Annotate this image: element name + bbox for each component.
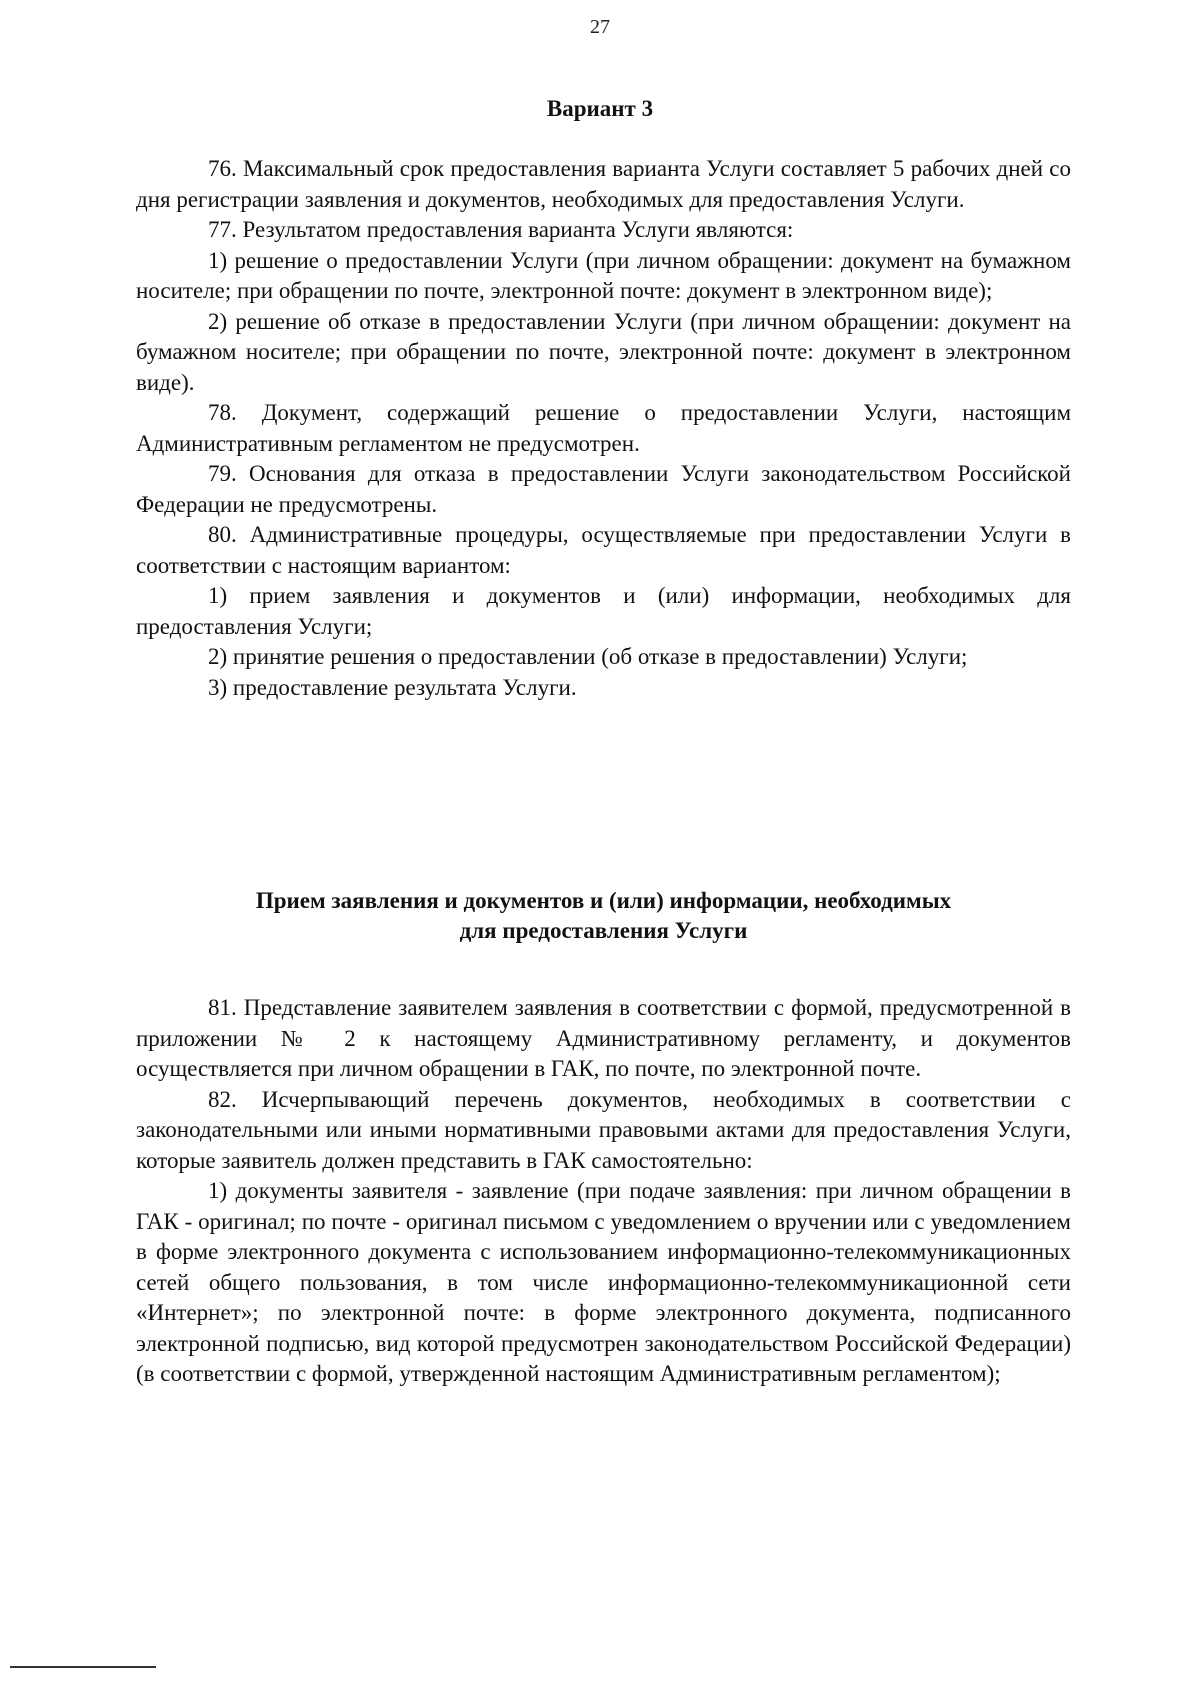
paragraph-80: 80. Административные процедуры, осуществляемые при предоставлении Услуги в соответствии с настоящим вариантом: bbox=[136, 522, 1071, 578]
list-item-77-2: 2) решение об отказе в предоставлении Услуги (при личном обращении: документ на бумажном носителе; при обращении по почте, электронной почте: документ в электронном виде). bbox=[136, 308, 1071, 395]
section-heading-line-1: Прием заявления и документов и (или) информации, необходимых bbox=[255, 888, 952, 913]
list-item-82-1: 1) документы заявителя - заявление (при подаче заявления: при личном обращении в ГАК - оригинал; по почте - оригинал письмом с уведомлением о вручении или с уведомлением в форме электронного документа с использованием информационно-телекоммуникационных сетей общего пользования, в том числе информационно-телекоммуникационной сети «Интернет»; по электронной почте: в форме электронного документа, подписанного электронной подписью, вид которой предусмотрен законодательством Российской Федерации) (в соответствии с формой, утвержденной настоящим Административным регламентом); bbox=[136, 1178, 1071, 1386]
paragraph-77: 77. Результатом предоставления варианта Услуги являются: bbox=[208, 217, 794, 242]
footer-divider bbox=[10, 1666, 156, 1668]
page-number: 27 bbox=[590, 16, 610, 38]
body-block-1 bbox=[136, 154, 1071, 703]
paragraph-81: 81. Представление заявителем заявления в соответствии с формой, предусмотренной в приложении № 2 к настоящему Административному регламенту, и документов осуществляется при личном обращении в ГАК, по почте, по электронной почте. bbox=[136, 995, 1071, 1081]
paragraph-78: 78. Документ, содержащий решение о предоставлении Услуги, настоящим Административным регламентом не предусмотрен. bbox=[136, 400, 1071, 456]
list-item-80-3: 3) предоставление результата Услуги. bbox=[208, 674, 577, 700]
section-heading-line-2: для предоставления Услуги bbox=[459, 918, 748, 943]
variant-heading: Вариант 3 bbox=[546, 96, 654, 121]
paragraph-82: 82. Исчерпывающий перечень документов, необходимых в соответствии с законодательными или иными нормативными правовыми актами для предоставления Услуги, которые заявитель должен представить в ГАК самостоятельно: bbox=[136, 1086, 1071, 1173]
paragraph-76: 76. Максимальный срок предоставления варианта Услуги составляет 5 рабочих дней со дня регистрации заявления и документов, необходимых для предоставления Услуги. bbox=[136, 156, 1071, 212]
list-item-77-1: 1) решение о предоставлении Услуги (при личном обращении: документ на бумажном носителе; при обращении по почте, электронной почте: документ в электронном виде); bbox=[136, 247, 1071, 303]
body-block-2 bbox=[136, 993, 1071, 1390]
section-heading bbox=[136, 886, 1071, 946]
list-item-80-1: 1) прием заявления и документов и (или) информации, необходимых для предоставления Услуги; bbox=[136, 583, 1071, 639]
list-item-80-2: 2) принятие решения о предоставлении (об отказе в предоставлении) Услуги; bbox=[208, 644, 968, 669]
paragraph-79: 79. Основания для отказа в предоставлении Услуги законодательством Российской Федерации не предусмотрены. bbox=[136, 461, 1071, 517]
